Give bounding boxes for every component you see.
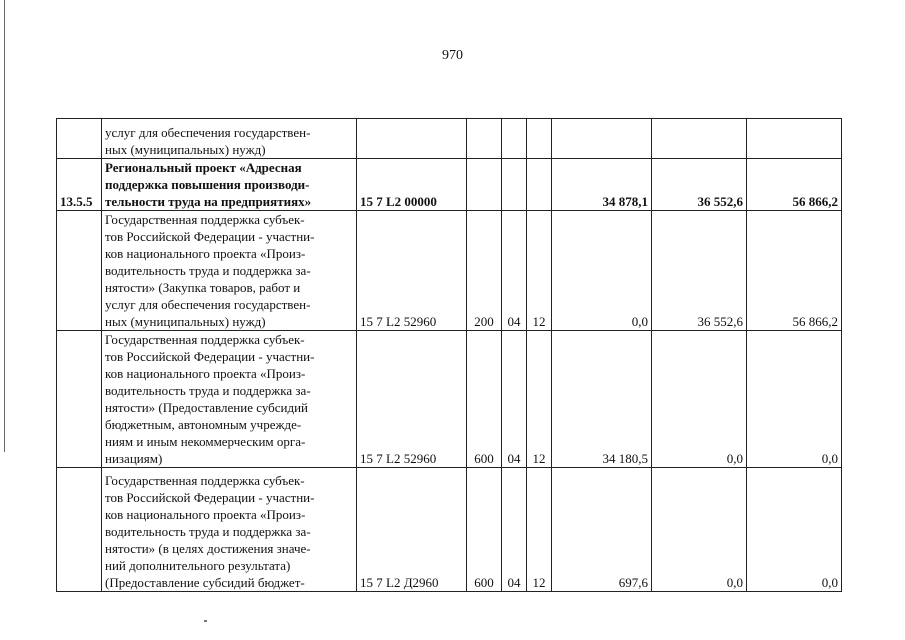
row-number-cell [57, 211, 102, 331]
target-code-cell: 15 7 L2 52960 [357, 331, 467, 468]
expense-type-cell: 600 [467, 331, 502, 468]
subsection-cell: 12 [527, 211, 552, 331]
item-name-line: услуг для обеспечения государствен- [105, 125, 311, 140]
item-name-line: нятости» (в целях достижения значе- [105, 541, 311, 556]
amount-year2-cell [652, 119, 747, 159]
item-name-line: нятости» (Предоставление субсидий [105, 400, 309, 415]
item-name-line: ниям и иным некоммерческим орга- [105, 434, 306, 449]
table-row [57, 119, 842, 159]
item-name-line: ных (муниципальных) нужд) [105, 314, 266, 329]
item-name-line: водительность труда и поддержка за- [105, 524, 311, 539]
amount-year2-cell: 0,0 [652, 468, 747, 592]
amount-year1-cell: 0,0 [552, 211, 652, 331]
target-code-cell: 15 7 L2 Д2960 [357, 468, 467, 592]
budget-table [56, 118, 842, 592]
item-name-line: Государственная поддержка субъек- [105, 332, 305, 347]
amount-year3-cell: 56 866,2 [747, 159, 842, 211]
amount-year2-cell: 0,0 [652, 331, 747, 468]
amount-year1-cell: 697,6 [552, 468, 652, 592]
item-name-line: тов Российской Федерации - участни- [105, 490, 315, 505]
amount-year3-cell: 56 866,2 [747, 211, 842, 331]
item-name-cell [102, 211, 357, 331]
target-code-cell [357, 119, 467, 159]
subsection-cell [527, 159, 552, 211]
section-cell: 04 [502, 211, 527, 331]
item-name-line: поддержка повышения производи- [105, 177, 310, 192]
item-name-line: ков национального проекта «Произ- [105, 246, 306, 261]
table-row [57, 211, 842, 331]
item-name-line: тов Российской Федерации - участни- [105, 229, 315, 244]
item-name-line: тельности труда на предприятиях» [105, 194, 312, 209]
section-cell [502, 159, 527, 211]
item-name-line: тов Российской Федерации - участни- [105, 349, 315, 364]
amount-year1-cell [552, 119, 652, 159]
item-name-line: водительность труда и поддержка за- [105, 383, 311, 398]
amount-year3-cell: 0,0 [747, 331, 842, 468]
amount-year2-cell: 36 552,6 [652, 211, 747, 331]
item-name-cell [102, 159, 357, 211]
item-name-line: водительность труда и поддержка за- [105, 263, 311, 278]
subsection-cell: 12 [527, 331, 552, 468]
scan-edge-line [4, 0, 5, 452]
item-name-cell [102, 468, 357, 592]
table-row [57, 159, 842, 211]
item-name-cell [102, 119, 357, 159]
amount-year3-cell [747, 119, 842, 159]
section-cell: 04 [502, 331, 527, 468]
item-name-line: нятости» (Закупка товаров, работ и [105, 280, 301, 295]
target-code-cell: 15 7 L2 52960 [357, 211, 467, 331]
item-name-line: ных (муниципальных) нужд) [105, 142, 266, 157]
target-code-cell: 15 7 L2 00000 [357, 159, 467, 211]
page-number: 970 [442, 48, 463, 63]
expense-type-cell [467, 119, 502, 159]
table-body [57, 119, 842, 592]
item-name-line: низациям) [105, 451, 163, 466]
item-name-line: ков национального проекта «Произ- [105, 366, 306, 381]
amount-year1-cell: 34 180,5 [552, 331, 652, 468]
section-cell [502, 119, 527, 159]
amount-year2-cell: 36 552,6 [652, 159, 747, 211]
amount-year1-cell: 34 878,1 [552, 159, 652, 211]
item-name-line: Региональный проект «Адресная [105, 160, 302, 175]
item-name-line: услуг для обеспечения государствен- [105, 297, 311, 312]
row-number-cell [57, 331, 102, 468]
item-name-line: ний дополнительного результата) [105, 558, 291, 573]
subsection-cell [527, 119, 552, 159]
section-cell: 04 [502, 468, 527, 592]
expense-type-cell [467, 159, 502, 211]
amount-year3-cell: 0,0 [747, 468, 842, 592]
item-name-line: бюджетным, автономным учрежде- [105, 417, 302, 432]
scan-speck [204, 620, 207, 622]
item-name-line: (Предоставление субсидий бюджет- [105, 575, 305, 590]
item-name-cell [102, 331, 357, 468]
item-name-line: Государственная поддержка субъек- [105, 212, 305, 227]
row-number-cell [57, 119, 102, 159]
subsection-cell: 12 [527, 468, 552, 592]
expense-type-cell: 600 [467, 468, 502, 592]
expense-type-cell: 200 [467, 211, 502, 331]
item-name-line: Государственная поддержка субъек- [105, 473, 305, 488]
row-number-cell [57, 468, 102, 592]
table-row [57, 468, 842, 592]
row-number-cell: 13.5.5 [57, 159, 102, 211]
table-row [57, 331, 842, 468]
item-name-line: ков национального проекта «Произ- [105, 507, 306, 522]
